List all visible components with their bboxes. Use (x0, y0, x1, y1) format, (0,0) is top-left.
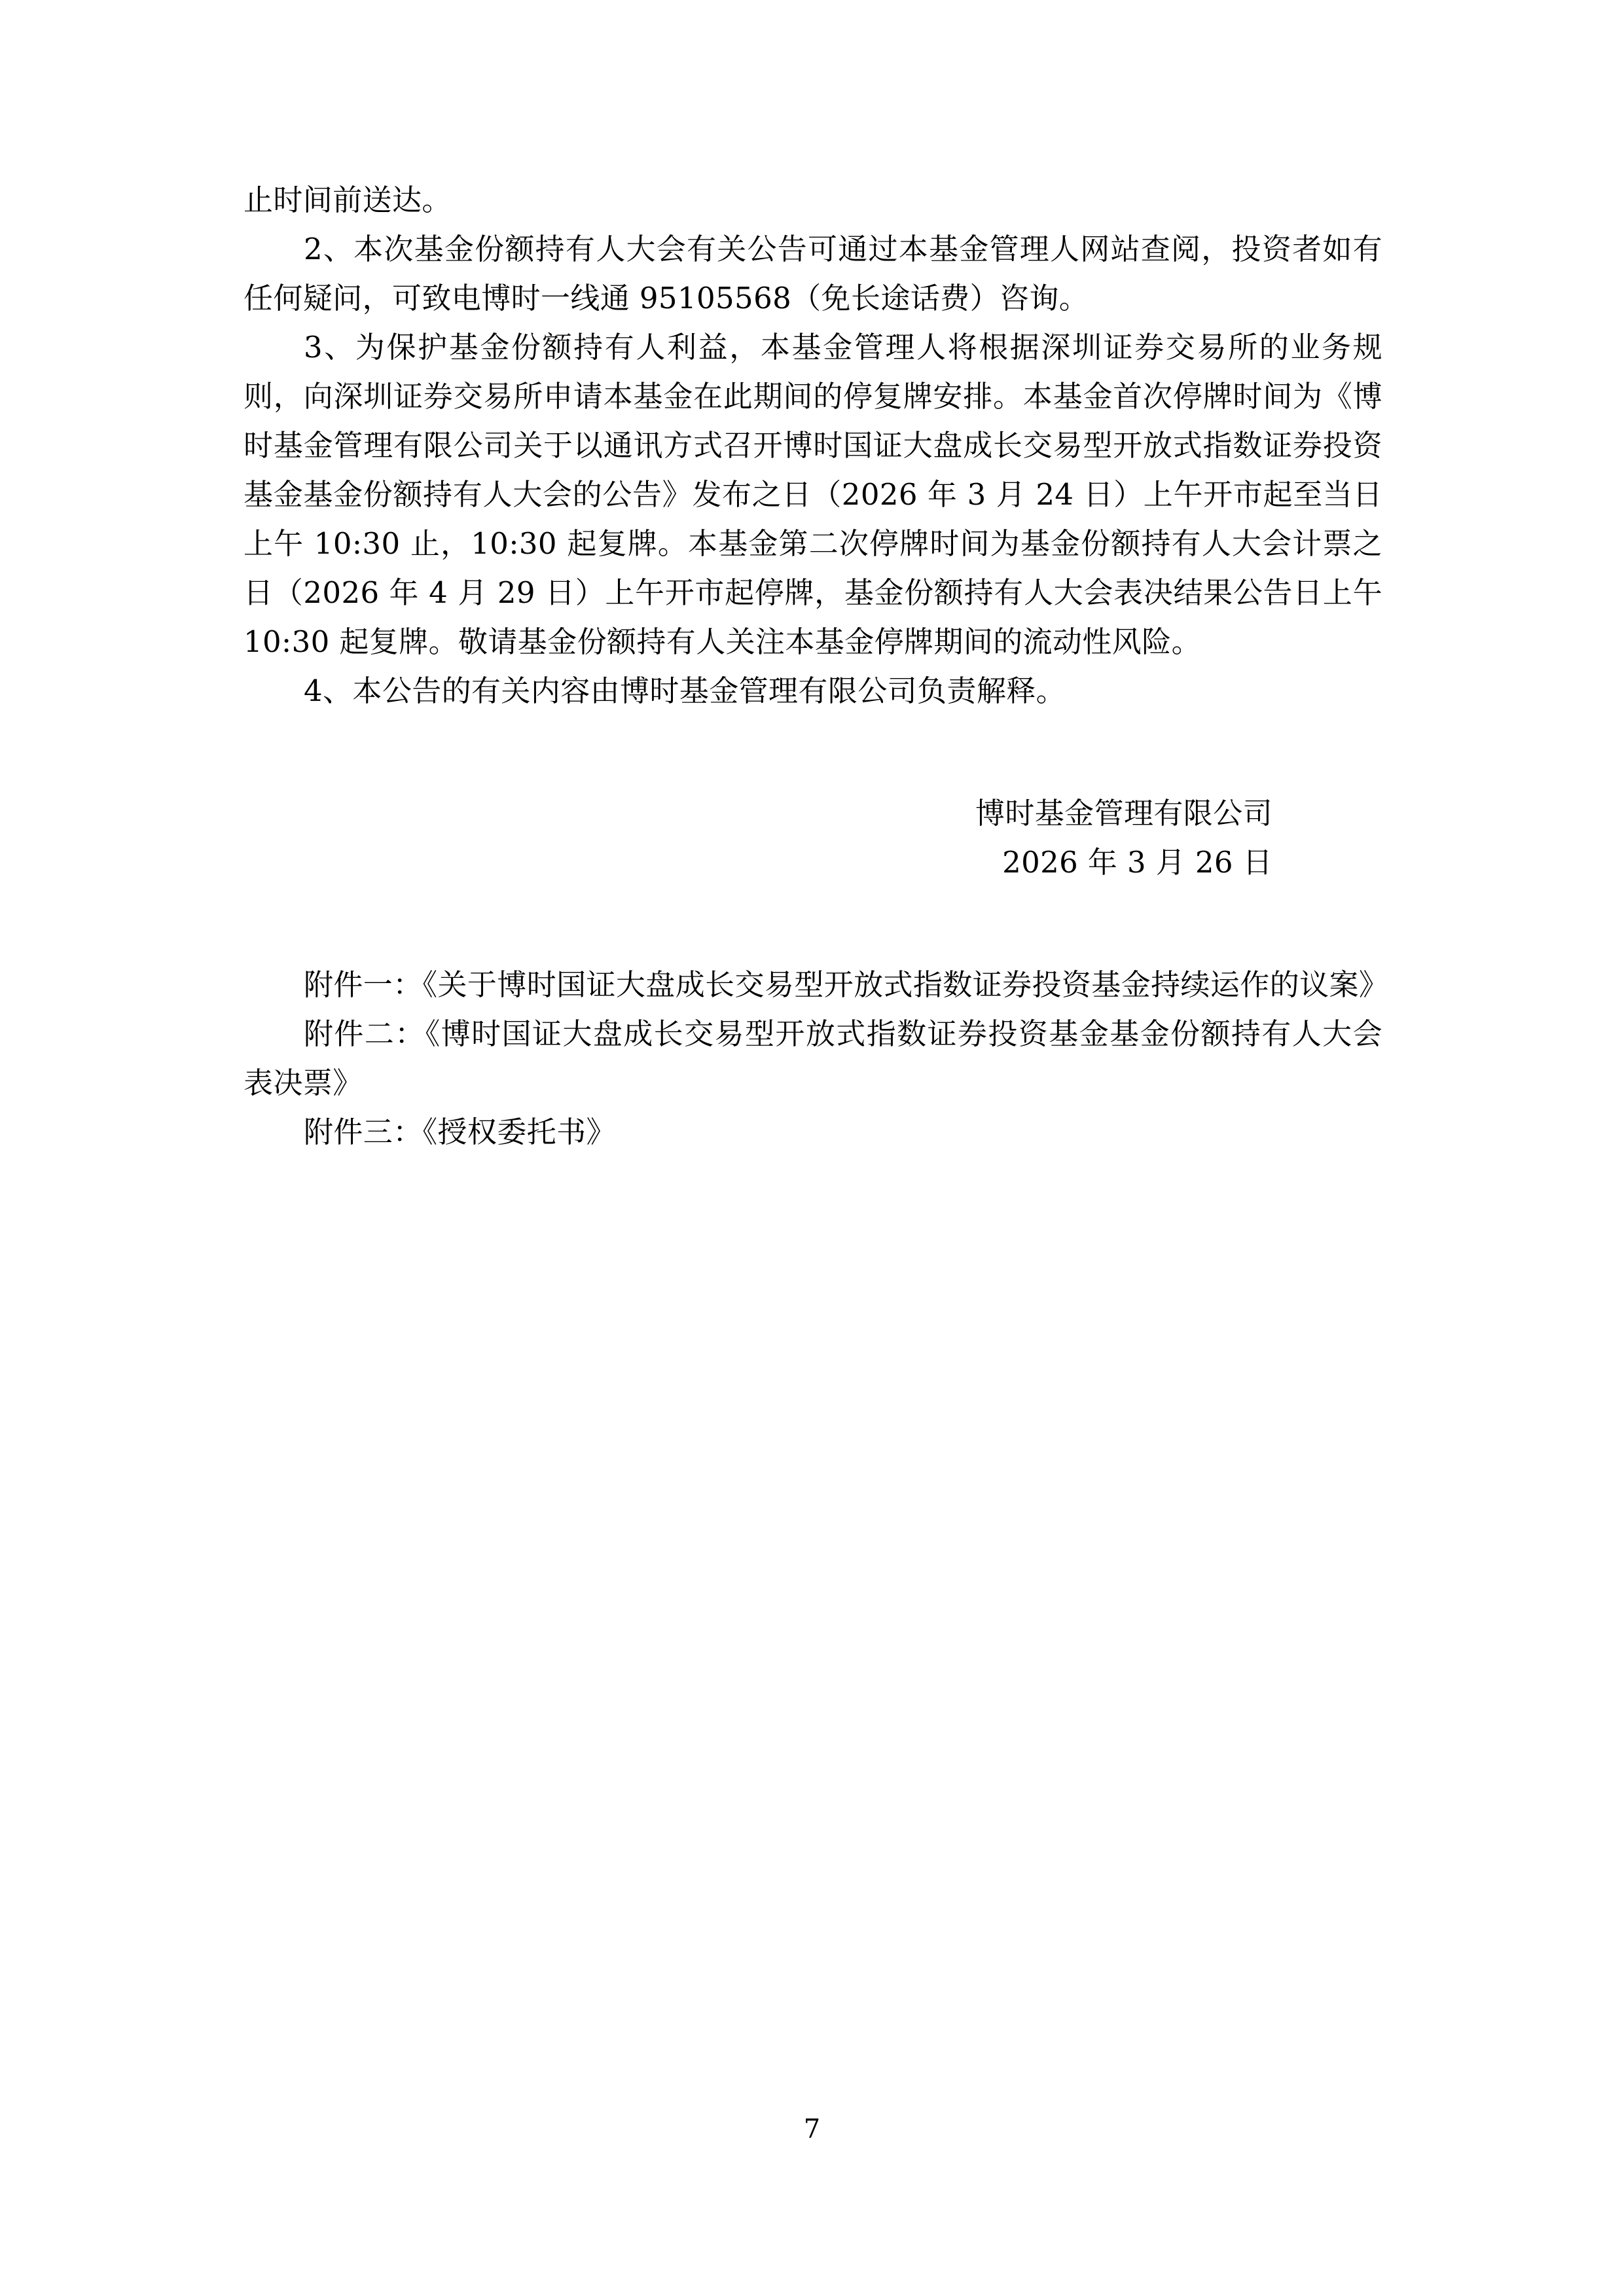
signature-block (244, 789, 1382, 887)
paragraph-continuation: 止时间前送达。 (244, 183, 452, 217)
paragraph-item-2: 2、本次基金份额持有人大会有关公告可通过本基金管理人网站查阅，投资者如有任何疑问，可致电博时一线通 95105568（免长途话费）咨询。 (244, 232, 1382, 315)
document-content (244, 175, 1389, 1157)
paragraph-item-3: 3、为保护基金份额持有人利益，本基金管理人将根据深圳证券交易所的业务规则，向深圳证券交易所申请本基金在此期间的停复牌安排。本基金首次停牌时间为《博时基金管理有限公司关于以通讯方式召开博时国证大盘成长交易型开放式指数证券投资基金基金份额持有人大会的公告》发布之日（2026 年 3 月 24 日）上午开市起至当日上午 10:30 止，10:30 起复牌。本基金第二次停牌时间为基金份额持有人大会计票之日（2026 年 4 月 29 日）上午开市起停牌，基金份额持有人大会表决结果公告日上午 10:30 起复牌。敬请基金份额持有人关注本基金停牌期间的流动性风险。 (244, 330, 1382, 659)
signature-date: 2026 年 3 月 26 日 (1002, 845, 1272, 880)
signature-company: 博时基金管理有限公司 (975, 796, 1272, 831)
attachment-list (244, 960, 1389, 1157)
attachment-item-1: 附件一：《关于博时国证大盘成长交易型开放式指数证券投资基金持续运作的议案》 (304, 967, 1389, 1002)
attachment-item-3: 附件三：《授权委托书》 (304, 1115, 616, 1149)
attachment-item-2: 附件二：《博时国证大盘成长交易型开放式指数证券投资基金基金份额持有人大会表决票》 (244, 1016, 1382, 1100)
page-number: 7 (803, 2114, 821, 2144)
paragraph-item-4: 4、本公告的有关内容由博时基金管理有限公司负责解释。 (304, 673, 1066, 708)
